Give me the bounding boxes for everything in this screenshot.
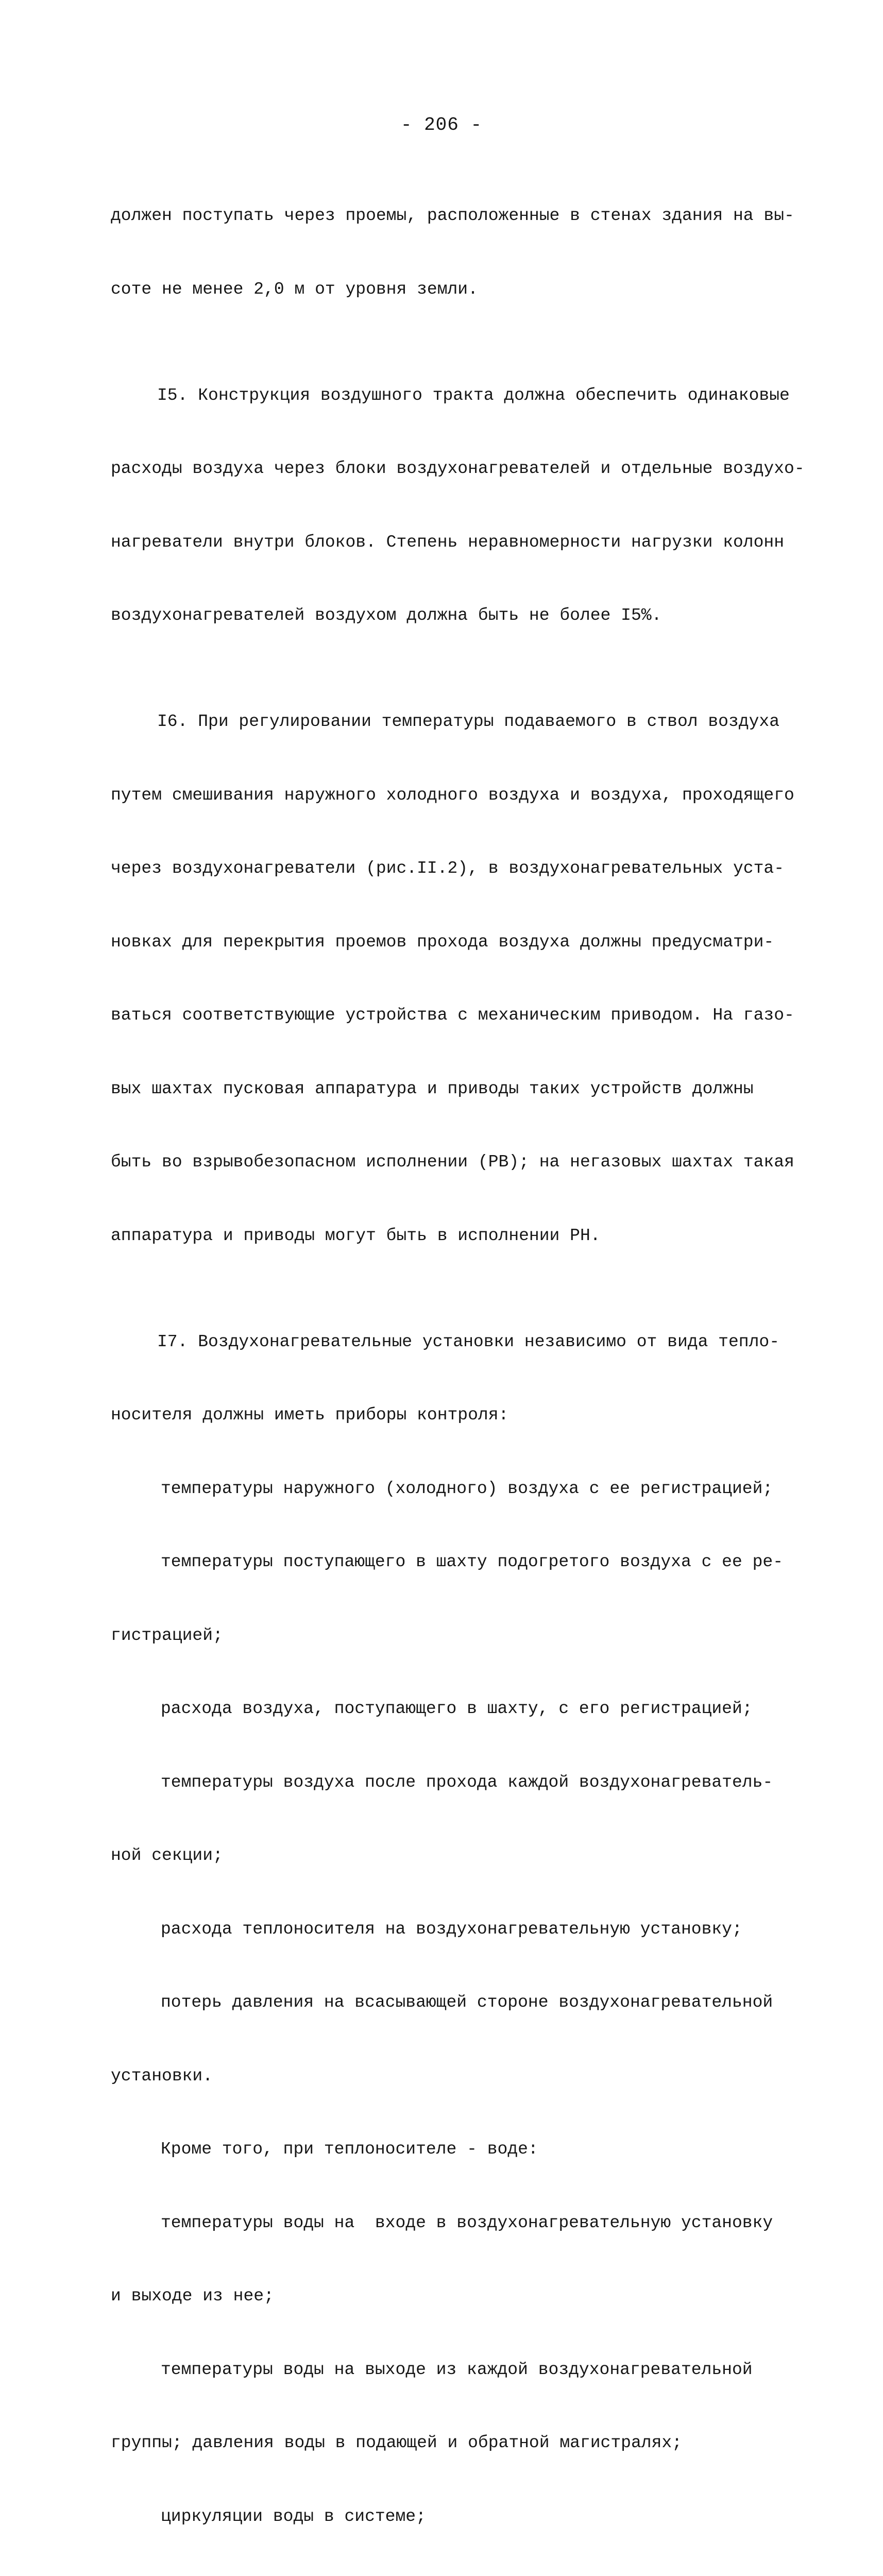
page-number: - 206 -: [400, 114, 483, 135]
list-item: температуры воды на входе в воздухонагревательную установку: [161, 2213, 773, 2232]
text-line: установки.: [111, 2066, 213, 2086]
list-item: температуры поступающего в шахту подогретого воздуха с ее ре-: [161, 1552, 783, 1571]
text-line: путем смешивания наружного холодного воздуха и воздуха, проходящего: [111, 785, 794, 805]
text-line: воздухонагревателей воздухом должна быть не более I5%.: [111, 606, 662, 625]
list-item: Кроме того, при теплоносителе - воде:: [161, 2140, 538, 2159]
paragraph-15-start: I5. Конструкция воздушного тракта должна обеспечить одинаковые: [157, 385, 790, 405]
list-item: расхода теплоносителя на воздухонагревательную установку;: [161, 1919, 742, 1939]
text-line: через воздухонагреватели (рис.II.2), в воздухонагревательных уста-: [111, 859, 785, 878]
paragraph-17-start: I7. Воздухонагревательные установки независимо от вида тепло-: [157, 1332, 779, 1351]
text-line: и выходе из нее;: [111, 2286, 274, 2306]
text-line: вых шахтах пусковая аппаратура и приводы таких устройств должны: [111, 1079, 754, 1098]
text-line: нагреватели внутри блоков. Степень неравномерности нагрузки колонн: [111, 532, 785, 552]
text-line: новках для перекрытия проемов прохода воздуха должны предусматри-: [111, 932, 774, 952]
text-line: должен поступать через проемы, расположенные в стенах здания на вы-: [111, 206, 794, 225]
list-item: температуры воды на выходе из каждой воздухонагревательной: [161, 2360, 753, 2379]
text-line: быть во взрывобезопасном исполнении (PB); на негазовых шахтах такая: [111, 1153, 794, 1172]
list-item: потерь давления на всасывающей стороне воздухонагревательной: [161, 1993, 773, 2012]
paragraph-16-start: I6. При регулировании температуры подаваемого в ствол воздуха: [157, 712, 779, 731]
text-line: ной секции;: [111, 1846, 223, 1865]
text-line: расходы воздуха через блоки воздухонагревателей и отдельные воздухо-: [111, 459, 805, 478]
body-text: [111, 155, 805, 2576]
text-line: носителя должны иметь приборы контроля:: [111, 1405, 509, 1425]
list-item: температуры наружного (холодного) воздуха с ее регистрацией;: [161, 1479, 773, 1498]
list-item: циркуляции воды в системе;: [161, 2506, 426, 2526]
text-line: группы; давления воды в подающей и обратной магистралях;: [111, 2433, 682, 2452]
text-line: ваться соответствующие устройства с механическим приводом. На газо-: [111, 1006, 794, 1025]
text-line: аппаратура и приводы могут быть в исполнении PH.: [111, 1226, 601, 1245]
list-item: расхода воздуха, поступающего в шахту, с его регистрацией;: [161, 1699, 753, 1718]
list-item: температуры воздуха после прохода каждой воздухонагреватель-: [161, 1772, 773, 1792]
text-line: гистрацией;: [111, 1625, 223, 1645]
text-line: соте не менее 2,0 м от уровня земли.: [111, 279, 478, 299]
